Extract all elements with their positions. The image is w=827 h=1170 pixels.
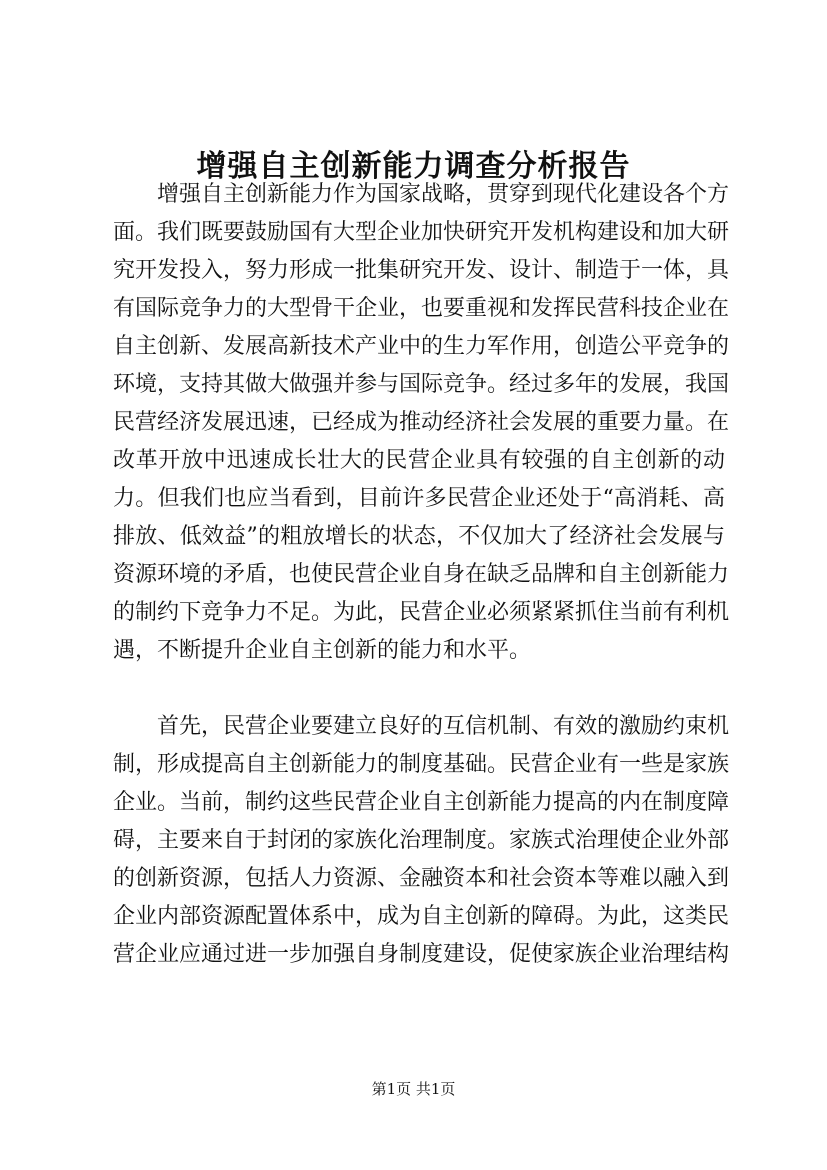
paragraph-2-line-2: 制，形成提高自主创新能力的制度基础。民营企业有一些是家族 [113,752,730,777]
paragraph-1-line-9: 力。但我们也应当看到，目前许多民营企业还处于“高消耗、高 [113,486,725,511]
paragraph-1-line-8: 改革开放中迅速成长壮大的民营企业具有较强的自主创新的动 [113,448,725,473]
page-footer: 第1页 共1页 [371,1080,456,1098]
paragraph-1-line-7: 民营经济发展迅速，已经成为推动经济社会发展的重要力量。在 [113,410,730,435]
paragraph-1-line-13: 遇，不断提升企业自主创新的能力和水平。 [113,638,532,663]
paragraph-1-line-5: 自主创新、发展高新技术产业中的生力军作用，创造公平竞争的 [113,334,730,359]
paragraph-2-line-1: 首先，民营企业要建立良好的互信机制、有效的激励约束机 [157,714,730,739]
paragraph-1-line-3: 究开发投入，努力形成一批集研究开发、设计、制造于一体，具 [113,258,730,283]
paragraph-2-line-7: 营企业应通过进一步加强自身制度建设，促使家族企业治理结构 [113,942,730,967]
paragraph-2-line-4: 碍，主要来自于封闭的家族化治理制度。家族式治理使企业外部 [113,828,730,853]
paragraph-2-line-3: 企业。当前，制约这些民营企业自主创新能力提高的内在制度障 [113,790,730,815]
document-title: 增强自主创新能力调查分析报告 [196,149,631,184]
paragraph-1-line-6: 环境，支持其做大做强并参与国际竞争。经过多年的发展，我国 [113,372,730,397]
paragraph-1-line-1: 增强自主创新能力作为国家战略，贯穿到现代化建设各个方 [157,182,730,207]
paragraph-1-line-2: 面。我们既要鼓励国有大型企业加快研究开发机构建设和加大研 [113,220,730,245]
paragraph-1-line-4: 有国际竞争力的大型骨干企业，也要重视和发挥民营科技企业在 [113,296,730,321]
paragraph-1-line-12: 的制约下竞争力不足。为此，民营企业必须紧紧抓住当前有利机 [113,600,730,625]
paragraph-1-line-10: 排放、低效益”的粗放增长的状态，不仅加大了经济社会发展与 [113,524,725,549]
paragraph-2-line-6: 企业内部资源配置体系中，成为自主创新的障碍。为此，这类民 [113,904,730,929]
paragraph-1-line-11: 资源环境的矛盾，也使民营企业自身在缺乏品牌和自主创新能力 [113,562,730,587]
paragraph-2-line-5: 的创新资源，包括人力资源、金融资本和社会资本等难以融入到 [113,866,730,891]
